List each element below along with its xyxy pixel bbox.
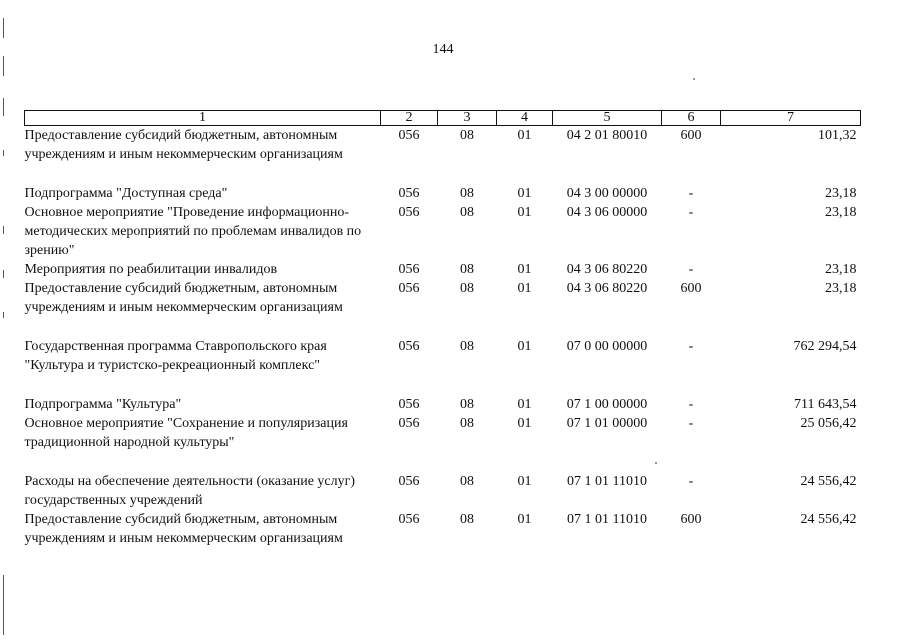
cell-subsection: 01 [517, 186, 532, 201]
cell-section: 08 [460, 416, 474, 431]
cell-ministry: 056 [398, 186, 420, 201]
spacer-row [25, 375, 861, 395]
table-row [25, 337, 861, 375]
cell-target-article: 04 3 06 80220 [566, 281, 648, 296]
table-row [25, 260, 861, 279]
scan-edge-mark [3, 98, 4, 116]
cell-amount: 762 294,54 [793, 339, 857, 354]
scan-edge-mark [3, 150, 4, 156]
column-header: 6 [662, 111, 721, 126]
cell-expense-type: - [688, 416, 694, 431]
cell-section: 08 [460, 339, 474, 354]
cell-ministry: 056 [398, 474, 420, 489]
cell-subsection: 01 [517, 416, 532, 431]
cell-section: 08 [460, 281, 474, 296]
cell-amount: 23,18 [825, 186, 857, 201]
cell-target-article: 07 1 01 00000 [566, 416, 648, 431]
page-number: 144 [432, 42, 454, 57]
cell-expense-type: - [688, 262, 694, 277]
cell-subsection: 01 [517, 397, 532, 412]
cell-expense-type: - [688, 339, 694, 354]
scan-edge-mark [3, 312, 4, 318]
cell-ministry: 056 [398, 205, 420, 220]
cell-section: 08 [460, 205, 474, 220]
spacer-row [25, 164, 861, 184]
table-row [25, 126, 861, 165]
cell-expense-type: 600 [680, 281, 702, 296]
column-header: 3 [438, 111, 497, 126]
cell-expense-type: - [688, 205, 694, 220]
row-name: Подпрограмма "Культура" [24, 397, 182, 412]
cell-amount: 24 556,42 [800, 512, 857, 527]
cell-section: 08 [460, 512, 474, 527]
cell-section: 08 [460, 474, 474, 489]
cell-subsection: 01 [517, 128, 532, 143]
cell-expense-type: 600 [680, 512, 702, 527]
cell-target-article: 07 1 01 11010 [567, 474, 647, 489]
row-name: Подпрограмма "Доступная среда" [24, 186, 228, 201]
cell-target-article: 04 2 01 80010 [566, 128, 648, 143]
cell-section: 08 [460, 186, 474, 201]
cell-section: 08 [460, 128, 474, 143]
cell-amount: 24 556,42 [800, 474, 857, 489]
row-name: Государственная программа Ставропольского края "Культура и туристско-рекреационный комплекс" [24, 339, 327, 373]
cell-amount: 23,18 [825, 281, 857, 296]
column-header: 1 [25, 111, 381, 126]
column-header: 4 [497, 111, 553, 126]
cell-target-article: 07 0 00 00000 [566, 339, 648, 354]
cell-amount: 101,32 [818, 128, 857, 143]
cell-amount: 711 643,54 [794, 397, 857, 412]
cell-expense-type: - [688, 474, 694, 489]
cell-expense-type: 600 [680, 128, 702, 143]
row-name: Предоставление субсидий бюджетным, автономным учреждениям и иным некоммерческим организациям [24, 512, 343, 546]
cell-ministry: 056 [398, 281, 420, 296]
table-row [25, 472, 861, 510]
table-row [25, 510, 861, 548]
cell-target-article: 07 1 01 11010 [567, 512, 647, 527]
table-row [25, 279, 861, 317]
cell-subsection: 01 [517, 281, 532, 296]
scan-edge-mark [3, 575, 4, 635]
cell-target-article: 04 3 06 80220 [566, 262, 648, 277]
cell-expense-type: - [688, 186, 694, 201]
scan-edge-mark [3, 18, 4, 38]
row-name: Предоставление субсидий бюджетным, автономным учреждениям и иным некоммерческим организациям [24, 281, 343, 315]
cell-ministry: 056 [398, 416, 420, 431]
table-row [25, 203, 861, 260]
cell-ministry: 056 [398, 128, 420, 143]
table-row [25, 414, 861, 452]
row-name: Предоставление субсидий бюджетным, автономным учреждениям и иным некоммерческим организациям [24, 128, 343, 162]
row-name: Основное мероприятие "Сохранение и популяризация традиционной народной культуры" [24, 416, 348, 450]
cell-expense-type: - [688, 397, 694, 412]
cell-subsection: 01 [517, 474, 532, 489]
cell-target-article: 04 3 06 00000 [566, 205, 648, 220]
cell-subsection: 01 [517, 205, 532, 220]
column-header: 2 [381, 111, 438, 126]
cell-subsection: 01 [517, 339, 532, 354]
scan-edge-mark [3, 270, 4, 278]
cell-ministry: 056 [398, 512, 420, 527]
column-header: 7 [721, 111, 861, 126]
column-header: 5 [553, 111, 662, 126]
spacer-row [25, 317, 861, 337]
row-name: Расходы на обеспечение деятельности (оказание услуг) государственных учреждений [24, 474, 356, 508]
row-name: Мероприятия по реабилитации инвалидов [24, 262, 278, 277]
row-name: Основное мероприятие "Проведение информационно-методических мероприятий по проблемам инвалидов по зрению" [24, 205, 362, 258]
cell-ministry: 056 [398, 397, 420, 412]
cell-target-article: 07 1 00 00000 [566, 397, 648, 412]
cell-subsection: 01 [517, 512, 532, 527]
spacer-row [25, 452, 861, 472]
scan-edge-mark [3, 226, 4, 234]
scan-speck [693, 78, 695, 80]
cell-section: 08 [460, 397, 474, 412]
cell-amount: 25 056,42 [800, 416, 857, 431]
table-header-row [25, 111, 861, 126]
cell-subsection: 01 [517, 262, 532, 277]
cell-ministry: 056 [398, 339, 420, 354]
budget-table [24, 110, 861, 548]
table-row [25, 395, 861, 414]
table-row [25, 184, 861, 203]
cell-ministry: 056 [398, 262, 420, 277]
cell-amount: 23,18 [825, 205, 857, 220]
scan-edge-mark [3, 56, 4, 76]
cell-target-article: 04 3 00 00000 [566, 186, 648, 201]
cell-amount: 23,18 [825, 262, 857, 277]
cell-section: 08 [460, 262, 474, 277]
